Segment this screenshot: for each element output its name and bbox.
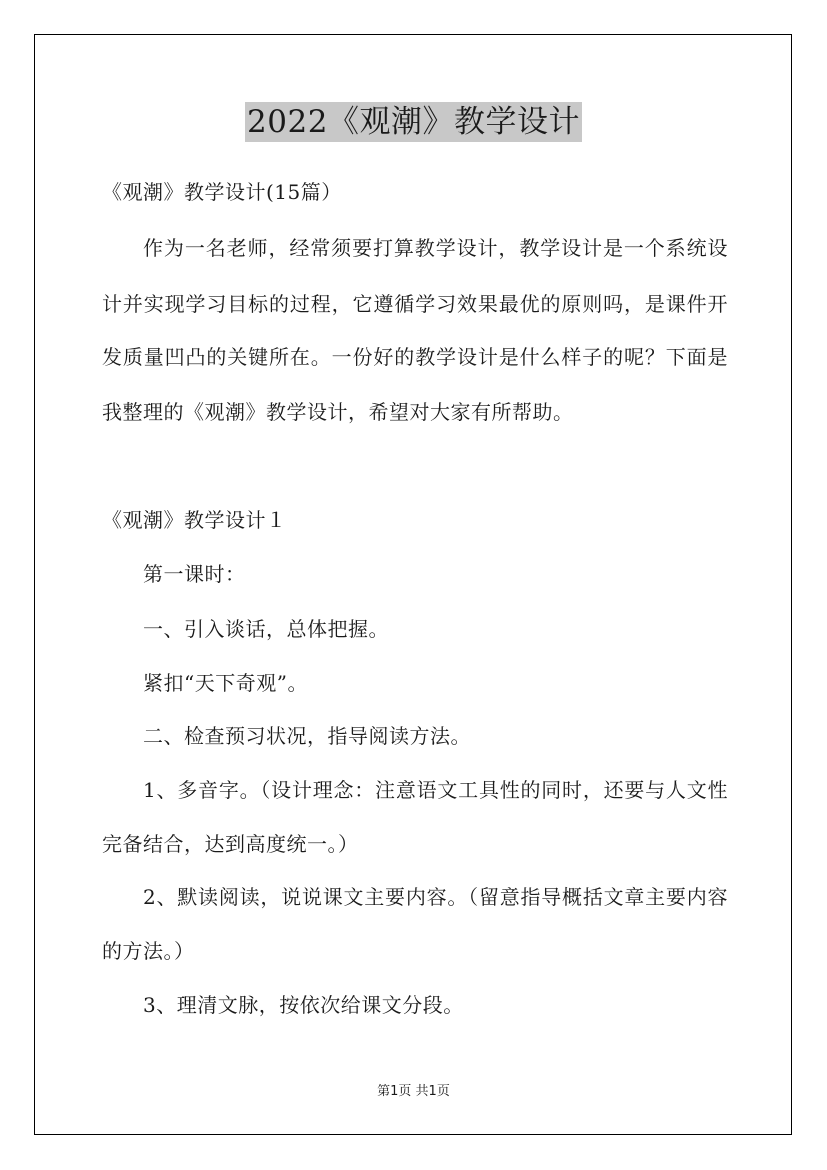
intro-line-1: 作为一名老师，经常须要打算教学设计，教学设计是一个系统设 [143, 236, 728, 260]
item-1-line-1: 1、多音字。（设计理念：注意语文工具性的同时，还要与人文性 [143, 778, 728, 802]
step-1: 一、引入谈话，总体把握。 [143, 617, 389, 641]
lesson-label: 第一课时： [143, 562, 246, 586]
section-heading: 《观潮》教学设计１ [102, 508, 287, 532]
item-2-line-1: 2、默读阅读，说说课文主要内容。（留意指导概括文章主要内容 [143, 885, 728, 909]
page-footer: 第1页 共1页 [377, 1084, 450, 1099]
intro-line-3: 发质量凹凸的关键所在。一份好的教学设计是什么样子的呢？下面是 [102, 345, 728, 369]
item-3: 3、理清文脉，按依次给课文分段。 [143, 993, 464, 1017]
intro-line-4: 我整理的《观潮》教学设计，希望对大家有所帮助。 [102, 400, 574, 424]
step-1-detail: 紧扣“天下奇观”。 [143, 671, 308, 695]
document-title [0, 102, 827, 142]
item-2-line-2: 的方法。） [102, 939, 195, 963]
item-1-line-2: 完备结合，达到高度统一。） [102, 832, 359, 856]
step-2: 二、检查预习状况，指导阅读方法。 [143, 724, 471, 748]
intro-line-2: 计并实现学习目标的过程，它遵循学习效果最优的原则吗，是课件开 [102, 292, 728, 316]
document-title-text: 2022《观潮》教学设计 [247, 104, 580, 140]
document-subtitle: 《观潮》教学设计(15篇） [102, 180, 342, 204]
